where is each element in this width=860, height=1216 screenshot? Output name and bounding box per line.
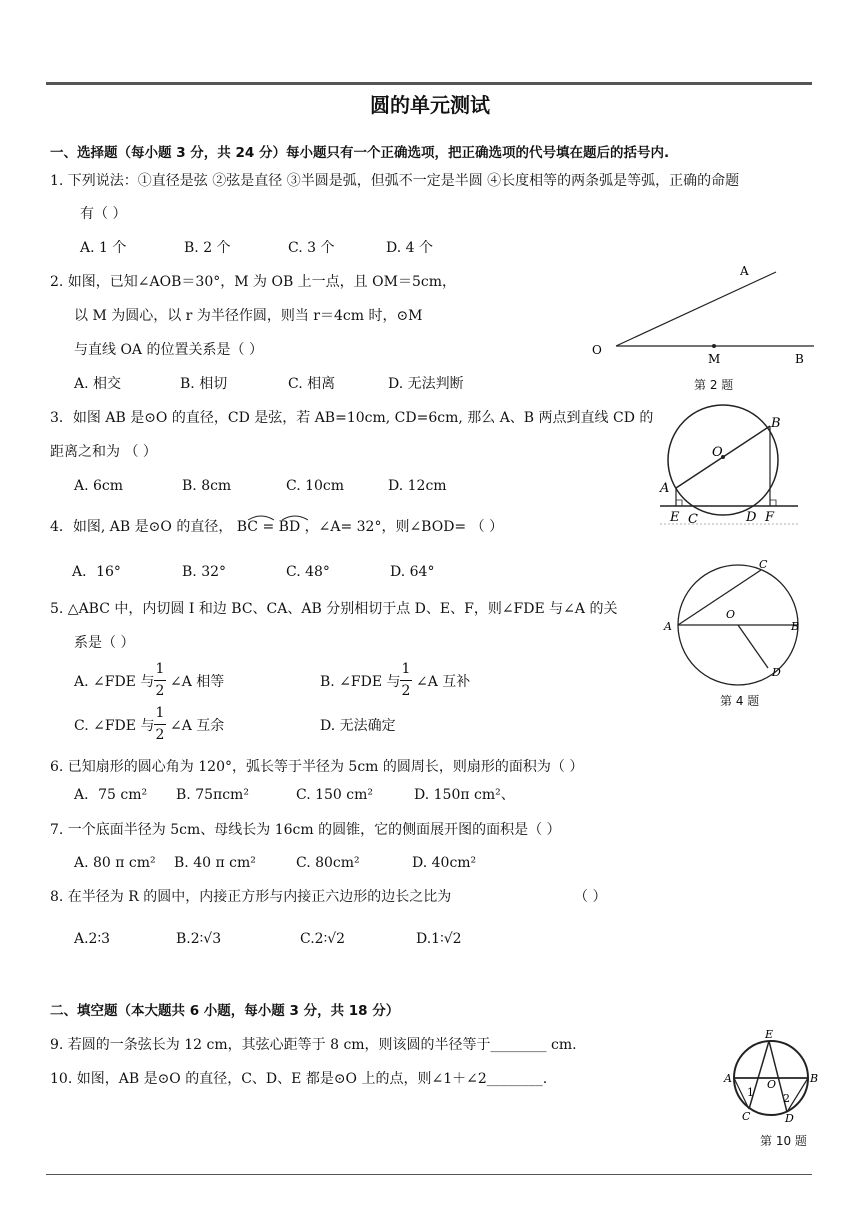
q10-label-a: A xyxy=(724,1072,732,1085)
q5-option-a-post: ∠A 相等 xyxy=(170,674,225,690)
q5-option-b-frac-den: 2 xyxy=(401,683,411,699)
q2-text-cont: 以 M 为圆心，以 r 为半径作圆，则当 r＝4cm 时，⊙M xyxy=(74,308,423,324)
q3-label-e: E xyxy=(670,510,680,525)
q5-option-a-pre: A. ∠FDE 与 xyxy=(74,674,155,690)
q3-label-c: C xyxy=(688,512,698,527)
q3-right-angle-f xyxy=(770,500,776,506)
q3-label-b: B xyxy=(771,416,781,431)
q2-option-a: A. 相交 xyxy=(74,376,122,392)
q10-caption: 第 10 题 xyxy=(760,1134,807,1148)
q6-text: 6. 已知扇形的圆心角为 120°，弧长等于半径为 5cm 的圆周长，则扇形的面积为（ ） xyxy=(50,759,584,775)
q5-option-b-pre: B. ∠FDE 与 xyxy=(320,674,401,690)
q10-label-d: D xyxy=(785,1112,794,1125)
page-title: 圆的单元测试 xyxy=(370,93,490,117)
bottom-rule xyxy=(46,1174,812,1175)
q2-caption: 第 2 题 xyxy=(694,378,734,392)
q7-option-b: B. 40 π cm² xyxy=(174,855,256,871)
q5-option-b-post: ∠A 互补 xyxy=(416,674,471,690)
q7-option-a: A. 80 π cm² xyxy=(74,855,156,871)
q1-option-a: A. 1 个 xyxy=(80,240,127,256)
q4-arc-marks xyxy=(236,512,316,522)
q5-text-cont: 系是（ ） xyxy=(74,635,135,651)
q10-text: 10. 如图，AB 是⊙O 的直径，C、D、E 都是⊙O 上的点，则∠1＋∠2________. xyxy=(50,1071,548,1087)
q1-text-cont: 有（ ） xyxy=(80,206,127,222)
q5-option-c-post: ∠A 互余 xyxy=(170,718,225,734)
q4-arc-bc xyxy=(248,516,274,520)
q1-option-c: C. 3 个 xyxy=(288,240,335,256)
q4-text: 4．如图, AB 是⊙O 的直径， BC = BD ，∠A= 32°，则∠BOD= （ ） xyxy=(50,519,504,535)
q8-option-b: B.2∶√3 xyxy=(176,931,222,947)
q3-label-o: O xyxy=(712,445,723,460)
q5-option-d: D. 无法确定 xyxy=(320,718,396,734)
q4-label-b: B xyxy=(791,620,800,633)
q5-text: 5. △ABC 中，内切圆 I 和边 BC、CA、AB 分别相切于点 D、E、F，则∠FDE 与∠A 的关 xyxy=(50,601,618,617)
q4-label-o: O xyxy=(726,608,736,621)
q4-option-a: A．16° xyxy=(72,564,121,580)
q2-figure xyxy=(590,262,820,372)
q3-text: 3．如图 AB 是⊙O 的直径，CD 是弦，若 AB=10cm, CD=6cm, 那么 A、B 两点到直线 CD 的 xyxy=(50,410,654,426)
q5-option-b-frac-bar xyxy=(400,680,412,681)
q7-option-c: C. 80cm² xyxy=(296,855,360,871)
q2-text: 2. 如图，已知∠AOB＝30°，M 为 OB 上一点，且 OM＝5cm， xyxy=(50,274,456,290)
q4-figure xyxy=(664,556,808,686)
q4-option-d: D. 64° xyxy=(390,564,435,580)
q10-label-o: O xyxy=(767,1078,777,1091)
q3-figure xyxy=(658,400,800,530)
q6-option-b: B. 75πcm² xyxy=(176,787,249,803)
q5-option-a-frac-bar xyxy=(154,680,166,681)
q5-option-c-pre: C. ∠FDE 与 xyxy=(74,718,155,734)
q2-text-cont2: 与直线 OA 的位置关系是（ ） xyxy=(74,342,263,358)
q4-caption: 第 4 题 xyxy=(720,694,760,708)
q6-option-a: A．75 cm² xyxy=(74,787,148,803)
q6-option-c: C. 150 cm² xyxy=(296,787,374,803)
q5-option-a-frac-num: 1 xyxy=(155,661,165,677)
q3-label-a: A xyxy=(660,481,670,496)
section-1-heading: 一、选择题（每小题 3 分，共 24 分）每小题只有一个正确选项，把正确选项的代号填在题后的括号内. xyxy=(50,145,670,161)
q10-label-e: E xyxy=(765,1028,774,1041)
q10-label-angle-1: 1 xyxy=(747,1086,754,1099)
q4-label-a: A xyxy=(664,620,672,633)
q3-option-c: C. 10cm xyxy=(286,478,345,494)
q4-label-c: C xyxy=(759,558,768,571)
q7-option-d: D. 40cm² xyxy=(412,855,477,871)
q5-option-a-frac-den: 2 xyxy=(155,683,165,699)
q5-option-c-frac-den: 2 xyxy=(155,727,165,743)
q3-label-f: F xyxy=(765,510,775,525)
section-2-heading: 二、填空题（本大题共 6 小题，每小题 3 分，共 18 分） xyxy=(50,1003,400,1019)
q8-option-c: C.2∶√2 xyxy=(300,931,346,947)
q10-label-b: B xyxy=(810,1072,819,1085)
q3-circle xyxy=(668,405,778,515)
q9-text: 9. 若圆的一条弦长为 12 cm，其弦心距等于 8 cm，则该圆的半径等于________ cm. xyxy=(50,1037,577,1053)
q1-option-d: D. 4 个 xyxy=(386,240,433,256)
q3-option-d: D. 12cm xyxy=(388,478,447,494)
q3-option-b: B. 8cm xyxy=(182,478,232,494)
q2-label-a: A xyxy=(740,264,749,278)
q4-option-b: B. 32° xyxy=(182,564,227,580)
q2-label-b: B xyxy=(795,352,804,366)
q4-arc-bd xyxy=(282,516,308,520)
q8-answer-paren: （ ） xyxy=(574,889,607,905)
q2-label-o: O xyxy=(592,343,602,357)
q10-label-angle-2: 2 xyxy=(783,1092,790,1105)
q5-option-c-frac-bar xyxy=(154,724,166,725)
q2-label-m: M xyxy=(708,352,721,366)
q4-label-d: D xyxy=(772,666,781,679)
q3-option-a: A. 6cm xyxy=(74,478,124,494)
q7-text: 7. 一个底面半径为 5cm、母线长为 16cm 的圆锥，它的侧面展开图的面积是（ ） xyxy=(50,822,561,838)
q1-text: 1. 下列说法：①直径是弦 ②弦是直径 ③半圆是弧，但弧不一定是半圆 ④长度相等的两条弧是等弧，正确的命题 xyxy=(50,173,740,189)
q2-option-c: C. 相离 xyxy=(288,376,336,392)
q2-point-m xyxy=(712,344,716,348)
q3-text-cont: 距离之和为 （ ） xyxy=(50,444,157,460)
top-rule xyxy=(46,82,812,85)
q3-label-d: D xyxy=(746,510,757,525)
q2-option-b: B. 相切 xyxy=(180,376,228,392)
q8-text: 8. 在半径为 R 的圆中，内接正方形与内接正六边形的边长之比为 xyxy=(50,889,452,905)
q1-option-b: B. 2 个 xyxy=(184,240,231,256)
q2-option-d: D. 无法判断 xyxy=(388,376,464,392)
q10-label-c: C xyxy=(742,1110,751,1123)
q8-option-d: D.1∶√2 xyxy=(416,931,462,947)
q5-option-b-frac-num: 1 xyxy=(401,661,411,677)
q4-chord-ac xyxy=(678,570,761,625)
q5-option-c-frac-num: 1 xyxy=(155,705,165,721)
q3-right-angle-e xyxy=(676,500,682,506)
q2-line-oa xyxy=(616,272,776,346)
q4-option-c: C. 48° xyxy=(286,564,330,580)
q8-option-a: A.2∶3 xyxy=(74,931,111,947)
q4-radius-od xyxy=(738,625,768,668)
q6-option-d: D. 150π cm²、 xyxy=(414,787,515,803)
q10-figure xyxy=(722,1028,822,1128)
